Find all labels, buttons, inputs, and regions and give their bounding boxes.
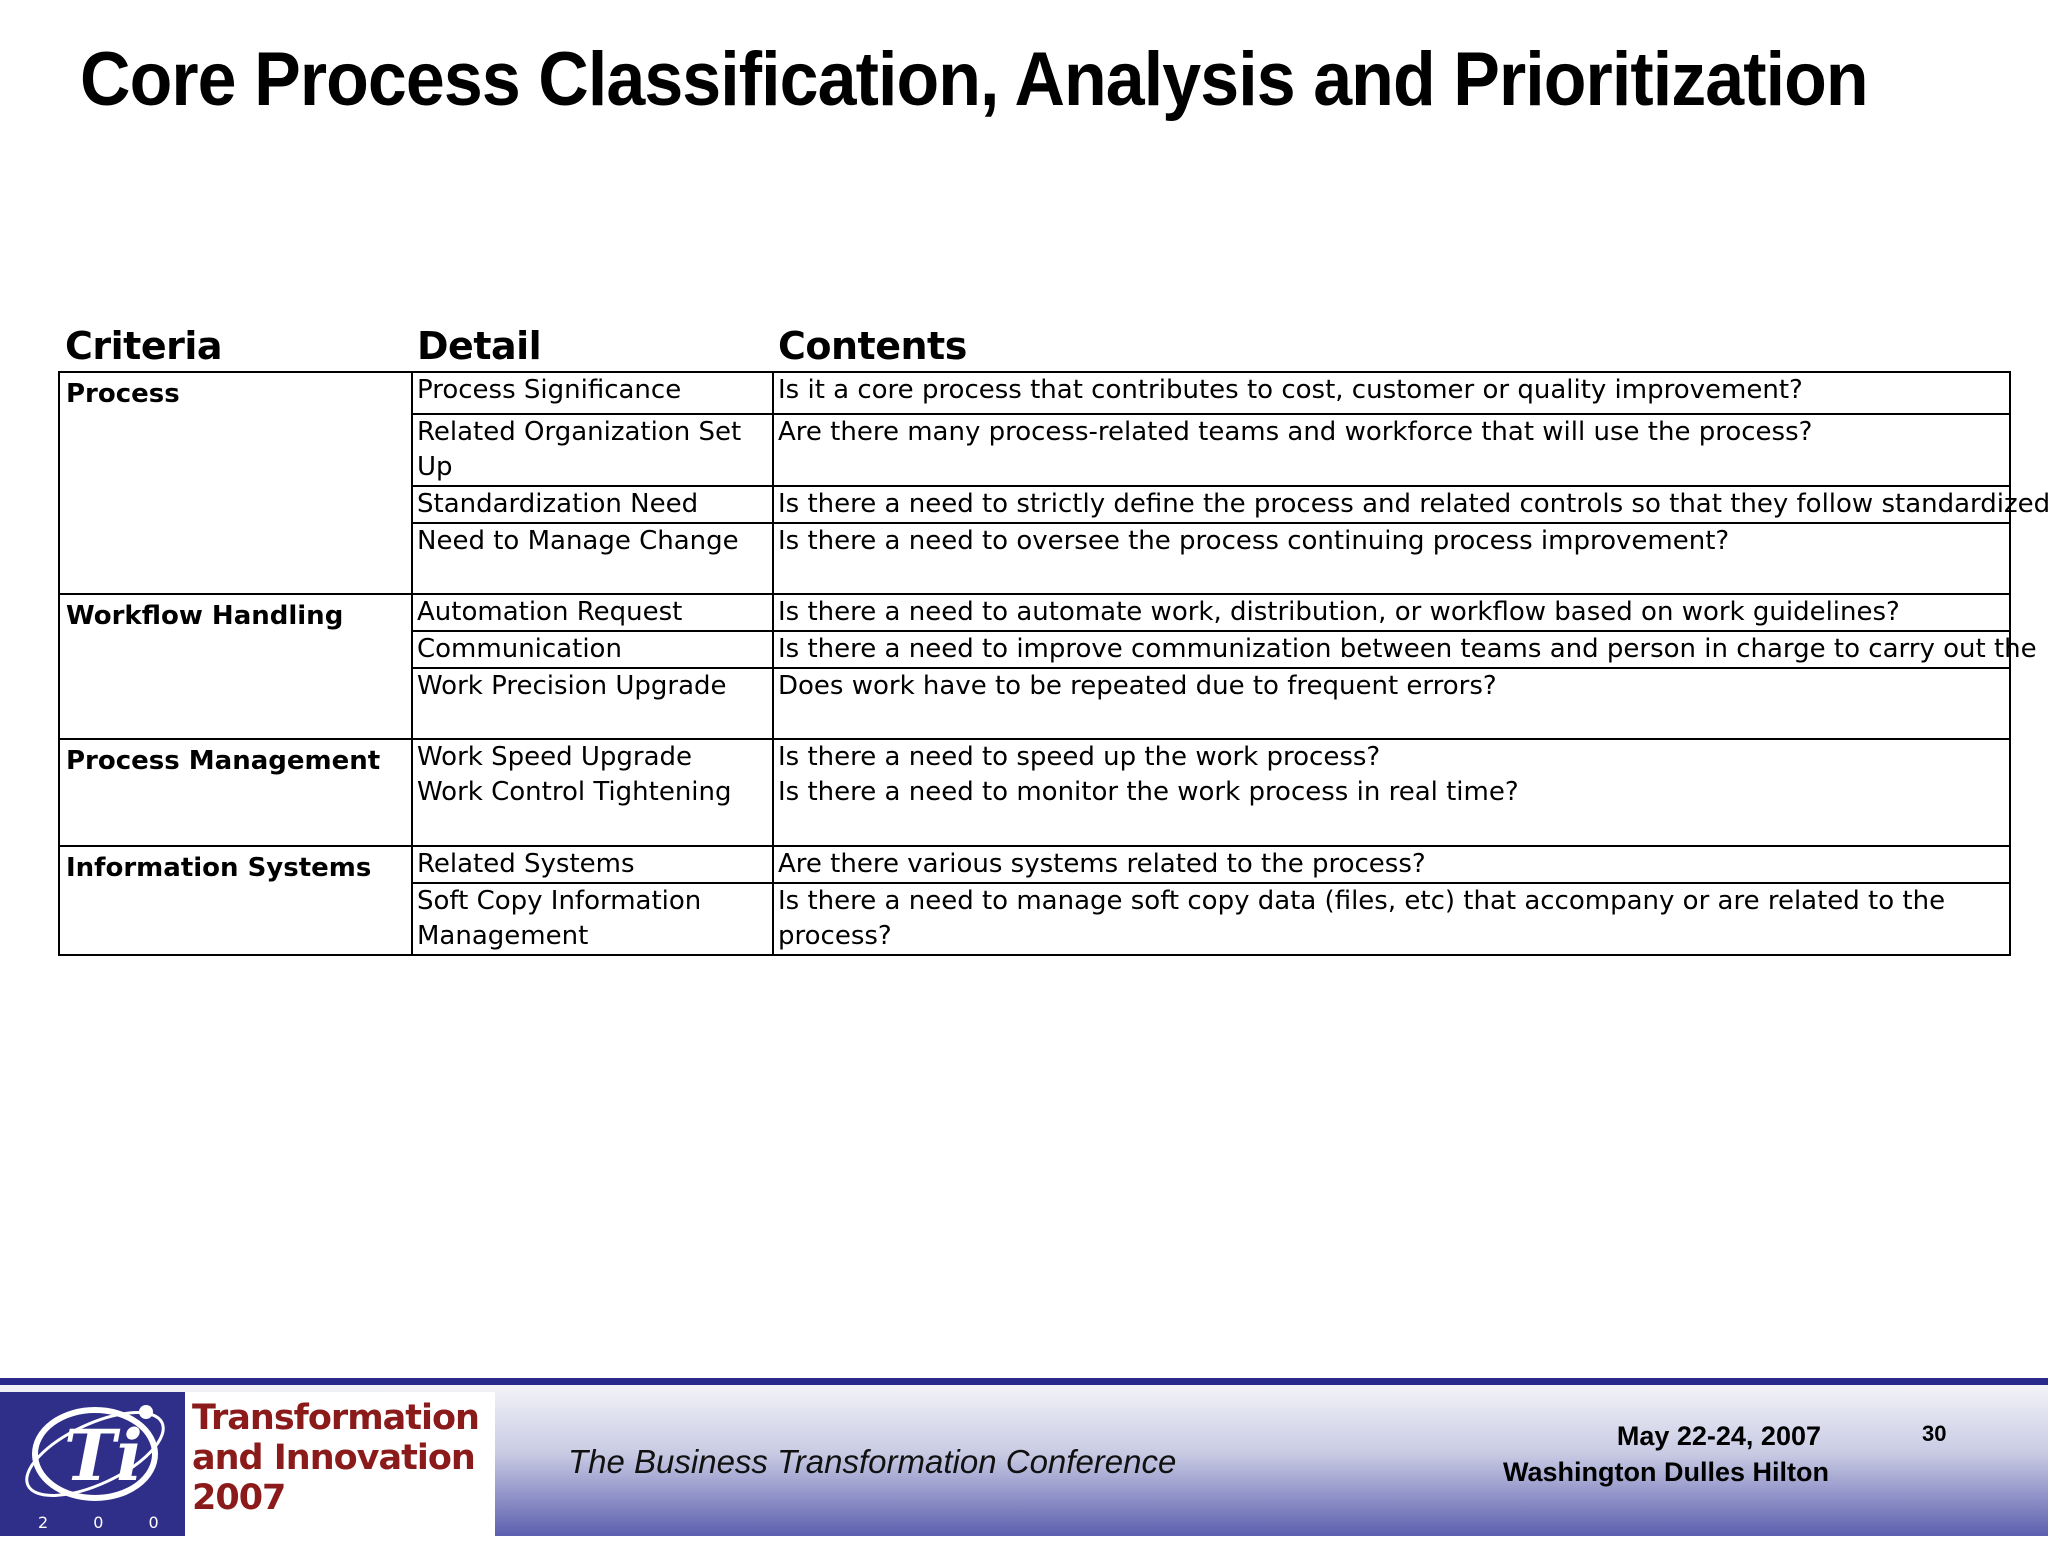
conference-name: The Business Transformation Conference [568,1443,1177,1480]
logo-year-text: 2 0 0 7 [38,1513,234,1532]
logo-wordmark [192,1398,492,1518]
contents-cell: Does work have to be repeated due to frequent errors? [773,668,2010,739]
detail-cell: Related Organization Set Up [412,414,773,486]
table-row [59,594,2010,631]
detail-cell: Work Speed Upgrade Work Control Tightening [412,739,773,846]
header-detail: Detail [417,324,542,368]
header-contents: Contents [778,324,967,368]
contents-cell: Is there a need to automate work, distribution, or workflow based on work guidelines? [773,594,2010,631]
detail-cell: Automation Request [412,594,773,631]
contents-cell: Is there a need to speed up the work process? Is there a need to monitor the work process in real time? [773,739,2010,846]
table-row [59,372,2010,414]
page-title: Core Process Classification, Analysis and Prioritization [80,37,1868,122]
criteria-table [58,371,2050,956]
contents-cell: Is there a need to improve communization between teams and person in charge to carry out the [773,631,2010,668]
detail-cell: Need to Manage Change [412,523,773,594]
footer-bar [0,1378,2048,1536]
criteria-cell: Process Management [59,739,412,846]
page-number: 30 [1922,1421,1947,1446]
table-row [59,846,2010,883]
contents-cell: Is it a core process that contributes to cost, customer or quality improvement? [773,372,2010,414]
detail-cell: Communication [412,631,773,668]
contents-cell: Is there a need to strictly define the process and related controls so that they follow standardized [773,486,2010,523]
detail-cell: Process Significance [412,372,773,414]
criteria-cell: Process [59,372,412,594]
logo-mark-text: Ti [64,1414,143,1497]
ti-logo-icon [0,1392,234,1536]
contents-cell: Are there many process-related teams and workforce that will use the process? [773,414,2010,486]
contents-cell: Are there various systems related to the process? [773,846,2010,883]
detail-cell: Work Precision Upgrade [412,668,773,739]
contents-cell: Is there a need to oversee the process continuing process improvement? [773,523,2010,594]
header-criteria: Criteria [65,324,222,368]
detail-cell: Standardization Need [412,486,773,523]
detail-cell: Related Systems [412,846,773,883]
logo-line-3: 2007 [192,1478,286,1518]
contents-cell: Is there a need to manage soft copy data (files, etc) that accompany or are related to the process? [773,883,2010,955]
criteria-cell: Workflow Handling [59,594,412,739]
conference-logo [0,1392,495,1536]
logo-line-2: and Innovation [192,1438,475,1478]
conference-venue: Washington Dulles Hilton [1503,1457,1829,1487]
ti-logo-graphic [0,1392,234,1536]
conference-date: May 22-24, 2007 [1616,1421,1821,1451]
criteria-cell: Information Systems [59,846,412,955]
table-row [59,739,2010,846]
logo-line-1: Transformation [192,1398,479,1438]
detail-cell: Soft Copy Information Management [412,883,773,955]
